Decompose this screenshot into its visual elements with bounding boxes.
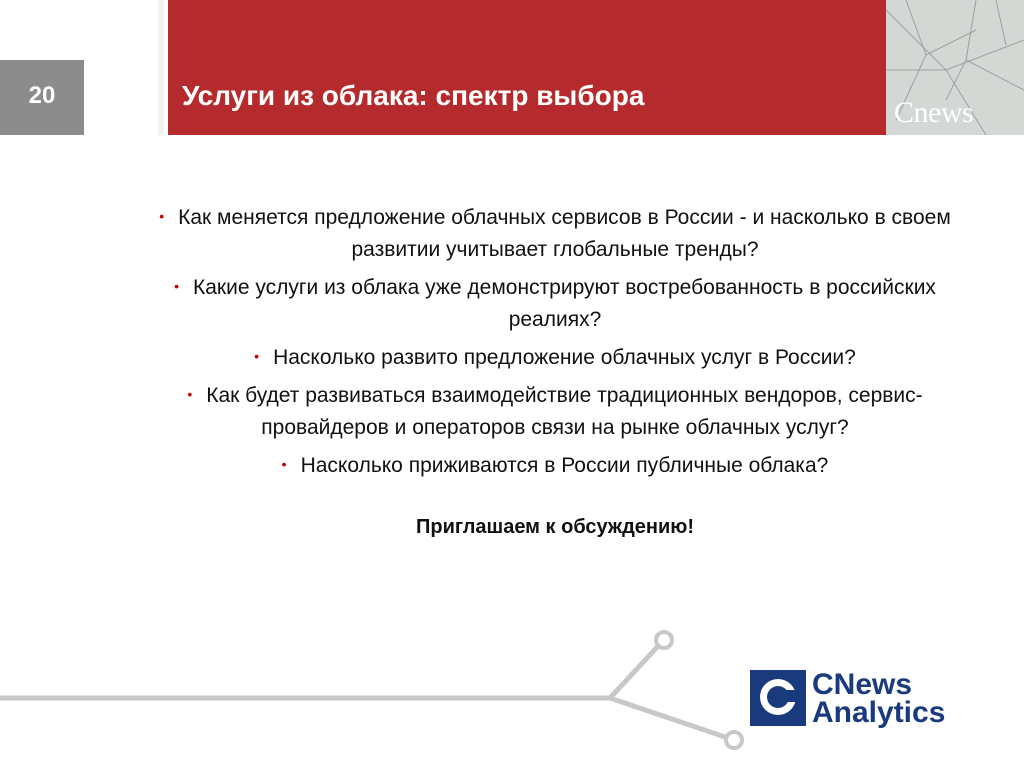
circuit-line-decoration <box>0 620 760 768</box>
bullet-text: Насколько развито предложение облачных услуг в России? <box>273 346 856 369</box>
header-bar <box>168 0 886 135</box>
logo-text-analytics: Analytics <box>812 696 946 729</box>
circuit-node-icon <box>656 632 672 648</box>
logo-notch <box>778 690 798 702</box>
header-divider <box>158 0 164 135</box>
header-cnews-logo: Cnews <box>894 96 974 129</box>
list-item <box>130 378 980 444</box>
slide-number: 20 <box>28 82 56 109</box>
list-item <box>130 448 980 482</box>
logo-text-cnews: CNews <box>812 668 913 701</box>
list-item <box>130 340 980 374</box>
bullet-icon: • <box>254 348 260 364</box>
bullet-icon: • <box>174 278 179 294</box>
slide-title: Услуги из облака: спектр выбора <box>182 80 645 111</box>
bullet-text: Как будет развиваться взаимодействие традиционных вендоров, сервис-провайдеров и операторов связи на рынке облачных услуг? <box>206 384 923 439</box>
bullet-text: Какие услуги из облака уже демонстрируют востребованность в российских реалиях? <box>192 276 936 331</box>
list-item <box>130 200 980 266</box>
bullet-icon: • <box>159 208 165 224</box>
list-item <box>130 270 980 336</box>
bullet-text: Как меняется предложение облачных сервисов в России - и насколько в своем развитии учитывает глобальные тренды? <box>178 206 951 261</box>
bullet-icon: • <box>187 386 193 402</box>
call-to-action: Приглашаем к обсуждению! <box>415 516 695 538</box>
bullet-text: Насколько приживаются в России публичные облака? <box>300 454 829 477</box>
question-list <box>130 200 980 486</box>
bullet-icon: • <box>281 456 287 472</box>
circuit-node-icon <box>726 732 742 748</box>
